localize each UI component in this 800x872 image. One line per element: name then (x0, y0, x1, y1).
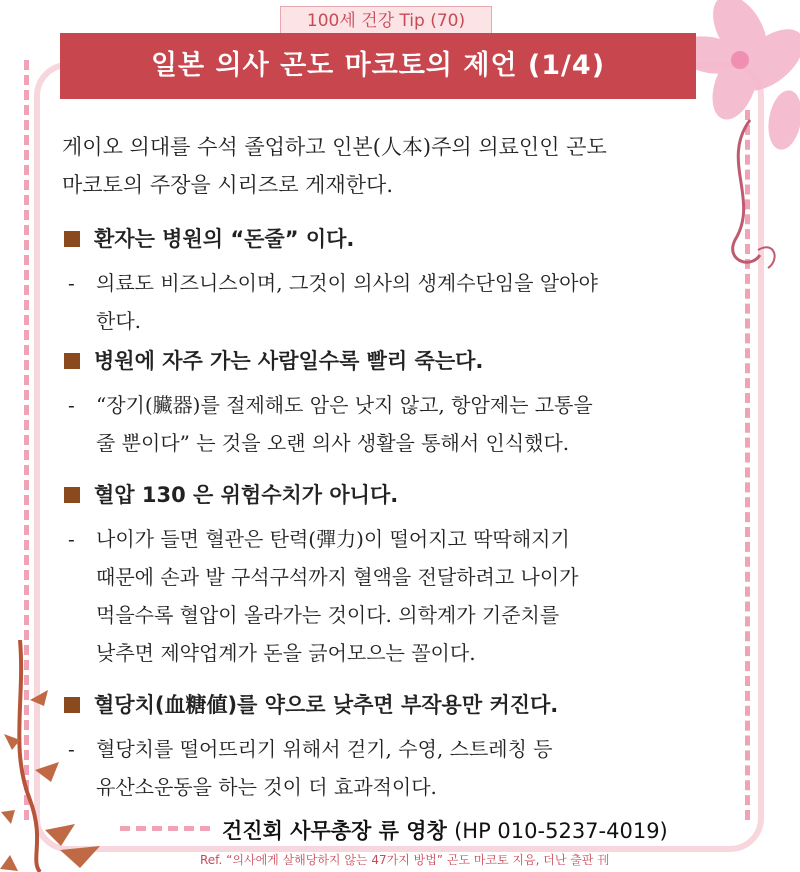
dash-mark: - (68, 737, 75, 761)
body-line: 먹을수록 혈압이 올라가는 것이다. 의학계가 기준치를 (96, 603, 560, 627)
tip-label: 100세 건강 Tip (70) (280, 6, 492, 36)
author-signature (222, 815, 668, 845)
bullet-square-icon (64, 487, 80, 503)
section-blood-pressure (62, 478, 732, 672)
bullet-square-icon (64, 231, 80, 247)
section-blood-sugar (62, 688, 732, 806)
bullet-square-icon (64, 353, 80, 369)
intro-line: 마코토의 주장을 시리즈로 게재한다. (62, 173, 393, 197)
section-patients-money (62, 222, 732, 340)
bullet-square-icon (64, 697, 80, 713)
intro-line: 게이오 의대를 수석 졸업하고 인본(人本)주의 의료인인 곤도 (62, 135, 607, 159)
author-name: 건진회 사무총장 류 영창 (222, 819, 447, 843)
dash-mark: - (68, 527, 75, 551)
intro-paragraph (62, 128, 712, 204)
section-heading: 혈압 130 은 위험수치가 아니다. (94, 483, 399, 507)
section-heading: 혈당치(血糖値)를 약으로 낮추면 부작용만 커진다. (94, 693, 559, 717)
section-heading: 병원에 자주 가는 사람일수록 빨리 죽는다. (94, 349, 484, 373)
body-line: 낮추면 제약업계가 돈을 긁어모으는 꼴이다. (96, 641, 476, 665)
page-title: 일본 의사 곤도 마코토의 제언 (1/4) (60, 33, 696, 99)
section-hospital-visits (62, 344, 732, 462)
body-line: 나이가 들면 혈관은 탄력(彈力)이 떨어지고 딱딱해지기 (96, 527, 570, 551)
body-line: “장기(臟器)를 절제해도 암은 낫지 않고, 항암제는 고통을 (96, 393, 593, 417)
body-line: 때문에 손과 발 구석구석까지 혈액을 전달하려고 나이가 (96, 565, 579, 589)
body-line: 유산소운동을 하는 것이 더 효과적이다. (96, 775, 437, 799)
section-heading: 환자는 병원의 “돈줄” 이다. (94, 227, 355, 251)
dash-mark: - (68, 271, 75, 295)
author-phone: (HP 010-5237-4019) (454, 819, 668, 843)
body-line: 줄 뿐이다” 는 것을 오랜 의사 생활을 통해서 인식했다. (96, 431, 570, 455)
dashed-border-bottom (120, 826, 210, 831)
dash-mark: - (68, 393, 75, 417)
body-line: 의료도 비즈니스이며, 그것이 의사의 생계수단임을 알아야 (96, 271, 598, 295)
reference-note: Ref. “의사에게 살해당하지 않는 47가지 방법” 곤도 마코토 지음, 더난 출판 刊 (200, 853, 610, 867)
body-line: 한다. (96, 309, 141, 333)
body-line: 혈당치를 떨어뜨리기 위해서 걷기, 수영, 스트레칭 등 (96, 737, 553, 761)
